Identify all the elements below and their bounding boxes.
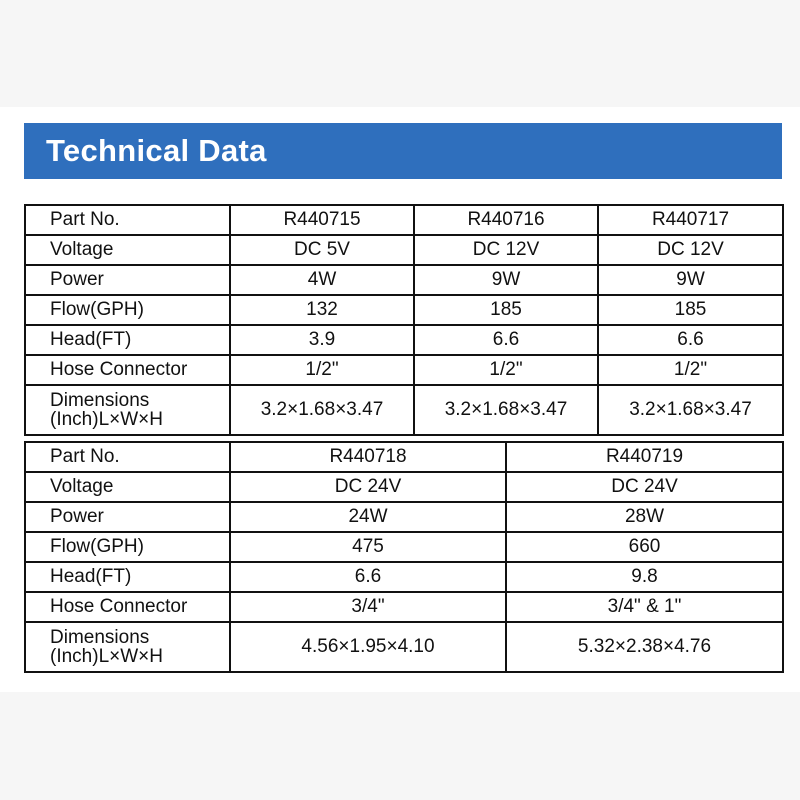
cell-flow: 660 [506,532,783,562]
row-label-hose-connector: Hose Connector [25,592,230,622]
table-row [25,502,783,532]
cell-dimensions: 5.32×2.38×4.76 [506,622,783,672]
cell-voltage: DC 12V [598,235,783,265]
row-label-hose-connector: Hose Connector [25,355,230,385]
row-label-power: Power [25,502,230,532]
table-row [25,385,783,435]
row-label-part-no: Part No. [25,442,230,472]
table-row [25,472,783,502]
row-label-voltage: Voltage [25,235,230,265]
cell-flow: 132 [230,295,414,325]
cell-head: 6.6 [230,562,506,592]
cell-part-no: R440719 [506,442,783,472]
cell-hose-connector: 1/2" [230,355,414,385]
cell-voltage: DC 24V [506,472,783,502]
row-label-voltage: Voltage [25,472,230,502]
cell-part-no: R440715 [230,205,414,235]
cell-flow: 475 [230,532,506,562]
table-row [25,265,783,295]
table-row [25,325,783,355]
row-label-dimensions [25,622,230,672]
row-label-power: Power [25,265,230,295]
row-label-dimensions [25,385,230,435]
table-row [25,235,783,265]
cell-hose-connector: 3/4" & 1" [506,592,783,622]
cell-voltage: DC 24V [230,472,506,502]
cell-head: 6.6 [598,325,783,355]
cell-power: 9W [598,265,783,295]
table-row [25,355,783,385]
cell-power: 28W [506,502,783,532]
spec-table-three-models [24,204,784,436]
section-title: Technical Data [46,133,267,168]
cell-dimensions: 3.2×1.68×3.47 [414,385,598,435]
table-row [25,532,783,562]
cell-dimensions: 3.2×1.68×3.47 [598,385,783,435]
cell-dimensions: 3.2×1.68×3.47 [230,385,414,435]
row-label-head: Head(FT) [25,325,230,355]
cell-hose-connector: 3/4" [230,592,506,622]
dimensions-label-line2: (Inch)L×W×H [50,646,163,667]
dimensions-label-line1: Dimensions [50,627,150,648]
table-row [25,442,783,472]
cell-voltage: DC 5V [230,235,414,265]
cell-power: 9W [414,265,598,295]
cell-dimensions: 4.56×1.95×4.10 [230,622,506,672]
row-label-part-no: Part No. [25,205,230,235]
cell-power: 24W [230,502,506,532]
cell-head: 9.8 [506,562,783,592]
row-label-flow: Flow(GPH) [25,532,230,562]
table-row [25,295,783,325]
cell-part-no: R440718 [230,442,506,472]
row-label-flow: Flow(GPH) [25,295,230,325]
cell-voltage: DC 12V [414,235,598,265]
cell-flow: 185 [414,295,598,325]
row-label-head: Head(FT) [25,562,230,592]
cell-part-no: R440717 [598,205,783,235]
cell-head: 6.6 [414,325,598,355]
dimensions-label-line1: Dimensions [50,390,150,411]
cell-hose-connector: 1/2" [414,355,598,385]
table-row [25,562,783,592]
section-header-banner [24,123,782,179]
spec-table-two-models [24,441,784,673]
cell-head: 3.9 [230,325,414,355]
cell-power: 4W [230,265,414,295]
table-row [25,205,783,235]
dimensions-label-line2: (Inch)L×W×H [50,409,163,430]
table-row [25,592,783,622]
cell-part-no: R440716 [414,205,598,235]
cell-flow: 185 [598,295,783,325]
cell-hose-connector: 1/2" [598,355,783,385]
table-row [25,622,783,672]
